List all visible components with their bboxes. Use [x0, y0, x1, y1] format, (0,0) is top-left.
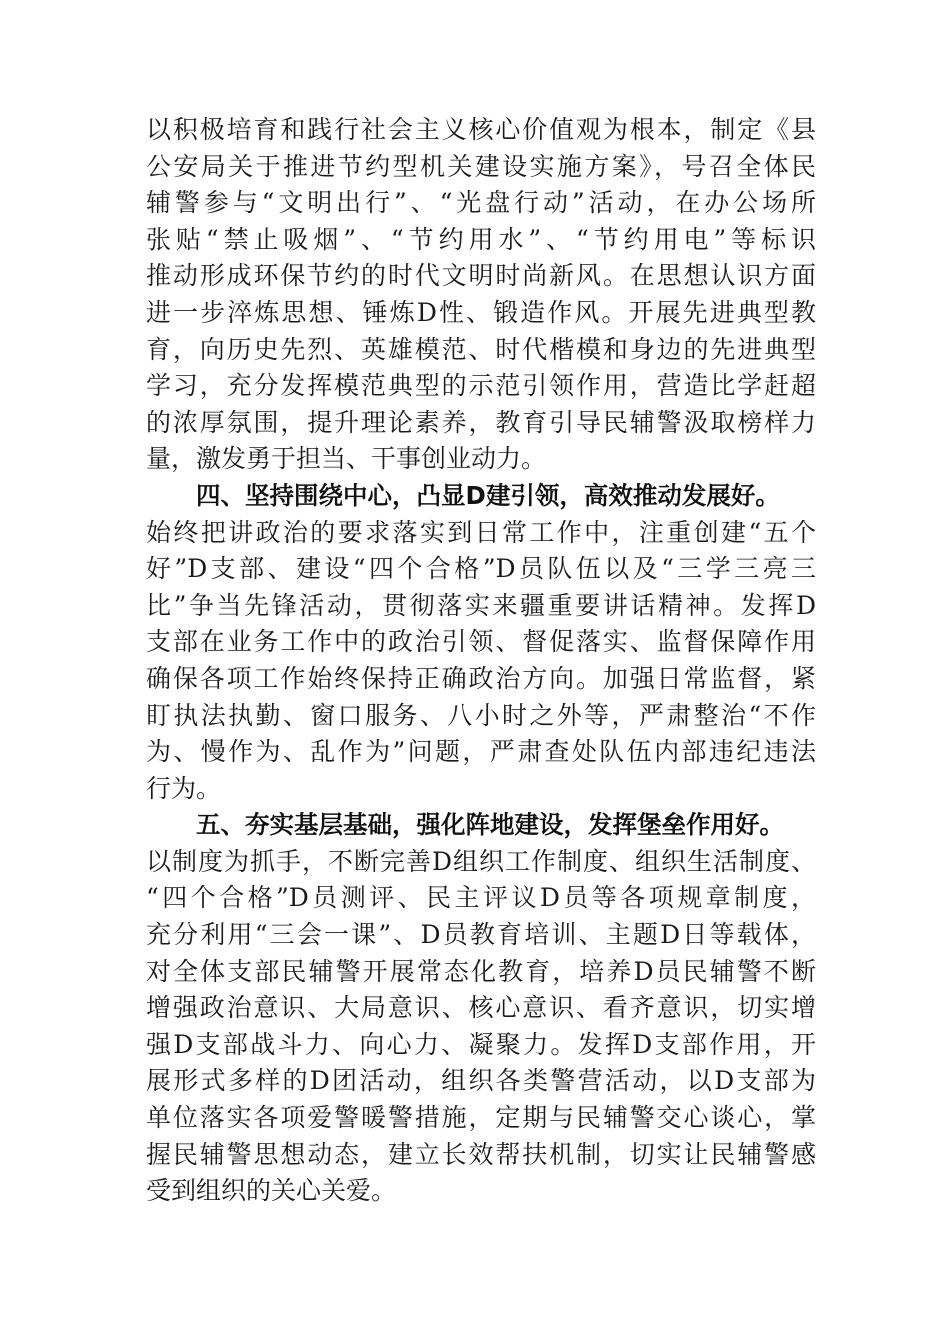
paragraph-line: 辅警参与“文明出行”、“光盘行动”活动，在办公场所 [146, 188, 816, 218]
paragraph-line: 的浓厚氛围，提升理论素养，教育引导民辅警汲取榜样力 [146, 407, 816, 437]
document-body [146, 112, 816, 1210]
paragraph-line: 为、慢作为、乱作为”问题，严肃查处队伍内部违纪违法 [146, 737, 816, 767]
paragraph-line: 盯执法执勤、窗口服务、八小时之外等，严肃整治“不作 [146, 700, 816, 730]
paragraph-line: 进一步淬炼思想、锤炼D性、锻造作风。开展先进典型教 [146, 297, 816, 327]
paragraph-line: 推动形成环保节约的时代文明时尚新风。在思想认识方面 [146, 261, 816, 291]
paragraph-line: 公安局关于推进节约型机关建设实施方案》，号召全体民 [146, 151, 816, 181]
paragraph-line: 充分利用“三会一课”、D员教育培训、主题D日等载体， [146, 920, 816, 950]
paragraph-line: 强D支部战斗力、向心力、凝聚力。发挥D支部作用，开 [146, 1029, 816, 1059]
paragraph-line: 张贴“禁止吸烟”、“节约用水”、“节约用电”等标识 [146, 224, 816, 254]
paragraph-line: 育，向历史先烈、英雄模范、时代楷模和身边的先进典型 [146, 334, 816, 364]
paragraph-line: 以积极培育和践行社会主义核心价值观为根本，制定《县 [146, 115, 816, 144]
section-heading: 四、坚持围绕中心，凸显D建引领，高效推动发展好。 [196, 480, 780, 510]
paragraph-line: 好”D支部、建设“四个合格”D员队伍以及“三学三亮三 [146, 554, 816, 584]
paragraph-line: “四个合格”D员测评、民主评议D员等各项规章制度， [146, 883, 816, 913]
paragraph-line: 始终把讲政治的要求落实到日常工作中，注重创建“五个 [146, 517, 816, 547]
paragraph-line: 握民辅警思想动态，建立长效帮扶机制，切实让民辅警感 [146, 1139, 816, 1169]
paragraph-line: 量，激发勇于担当、干事创业动力。 [146, 444, 547, 474]
paragraph-line: 展形式多样的D团活动，组织各类警营活动，以D支部为 [146, 1066, 816, 1096]
paragraph-line: 增强政治意识、大局意识、核心意识、看齐意识，切实增 [146, 993, 816, 1023]
paragraph-line: 比”争当先锋活动，贯彻落实来疆重要讲话精神。发挥D [146, 590, 816, 620]
section-heading: 五、夯实基层基础，强化阵地建设，发挥堡垒作用好。 [196, 810, 784, 840]
paragraph-line: 支部在业务工作中的政治引领、督促落实、监督保障作用 [146, 627, 816, 657]
paragraph-line: 对全体支部民辅警开展常态化教育，培养D员民辅警不断 [146, 956, 816, 986]
paragraph-line: 学习，充分发挥模范典型的示范引领作用，营造比学赶超 [146, 371, 816, 401]
paragraph-line: 受到组织的关心关爱。 [146, 1176, 397, 1206]
paragraph-line: 确保各项工作始终保持正确政治方向。加强日常监督，紧 [146, 663, 816, 693]
paragraph-line: 单位落实各项爱警暖警措施，定期与民辅警交心谈心，掌 [146, 1103, 816, 1133]
paragraph-line: 以制度为抓手，不断完善D组织工作制度、组织生活制度、 [146, 846, 816, 876]
paragraph-line: 行为。 [146, 773, 222, 803]
